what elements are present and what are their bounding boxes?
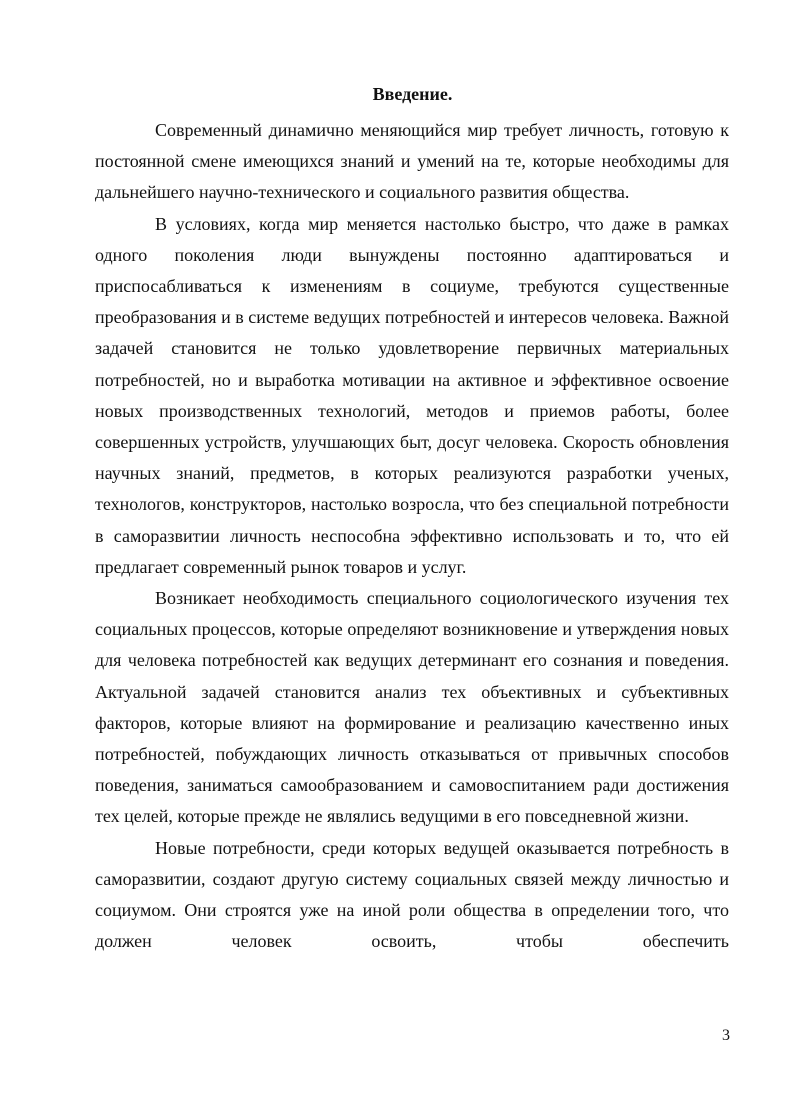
page-number: 3 [722, 1027, 730, 1044]
paragraph: Новые потребности, среди которых ведущей оказывается потребность в саморазвитии, создают другую систему социальных связей между личностью и социумом. Они строятся уже на иной роли общества в определении того, что должен человек освоить, чтобы обеспечить [95, 837, 729, 952]
body-text [95, 115, 729, 957]
page-title: Введение. [372, 84, 453, 104]
paragraph: В условиях, когда мир меняется настолько быстро, что даже в рамках одного поколения люди вынуждены постоянно адаптироваться и приспосабливаться к изменениям в социуме, требуются существенные преобразования и в системе ведущих потребностей и интересов человека. Важной задачей становится не только удовлетворение первичных материальных потребностей, но и выработка мотивации на активное и эффективное освоение новых производственных технологий, методов и приемов работы, более совершенных устройств, улучшающих быт, досуг человека. Скорость обновления научных знаний, предметов, в которых реализуются разработки ученых, технологов, конструкторов, настолько возросла, что без специальной потребности в саморазвитии личность неспособна эффективно использовать и то, что ей предлагает современный рынок товаров и услуг. [95, 213, 729, 577]
paragraph: Возникает необходимость специального социологического изучения тех социальных процессов, которые определяют возникновение и утверждения новых для человека потребностей как ведущих детерминант его сознания и поведения. Актуальной задачей становится анализ тех объективных и субъективных факторов, которые влияют на формирование и реализацию качественно иных потребностей, побуждающих личность отказываться от привычных способов поведения, заниматься самообразованием и самовоспитанием ради достижения тех целей, которые прежде не являлись ведущими в его повседневной жизни. [95, 588, 729, 827]
paragraph: Современный динамично меняющийся мир требует личность, готовую к постоянной смене имеющихся знаний и умений на те, которые необходимы для дальнейшего научно-технического и социального развития общества. [95, 120, 729, 203]
